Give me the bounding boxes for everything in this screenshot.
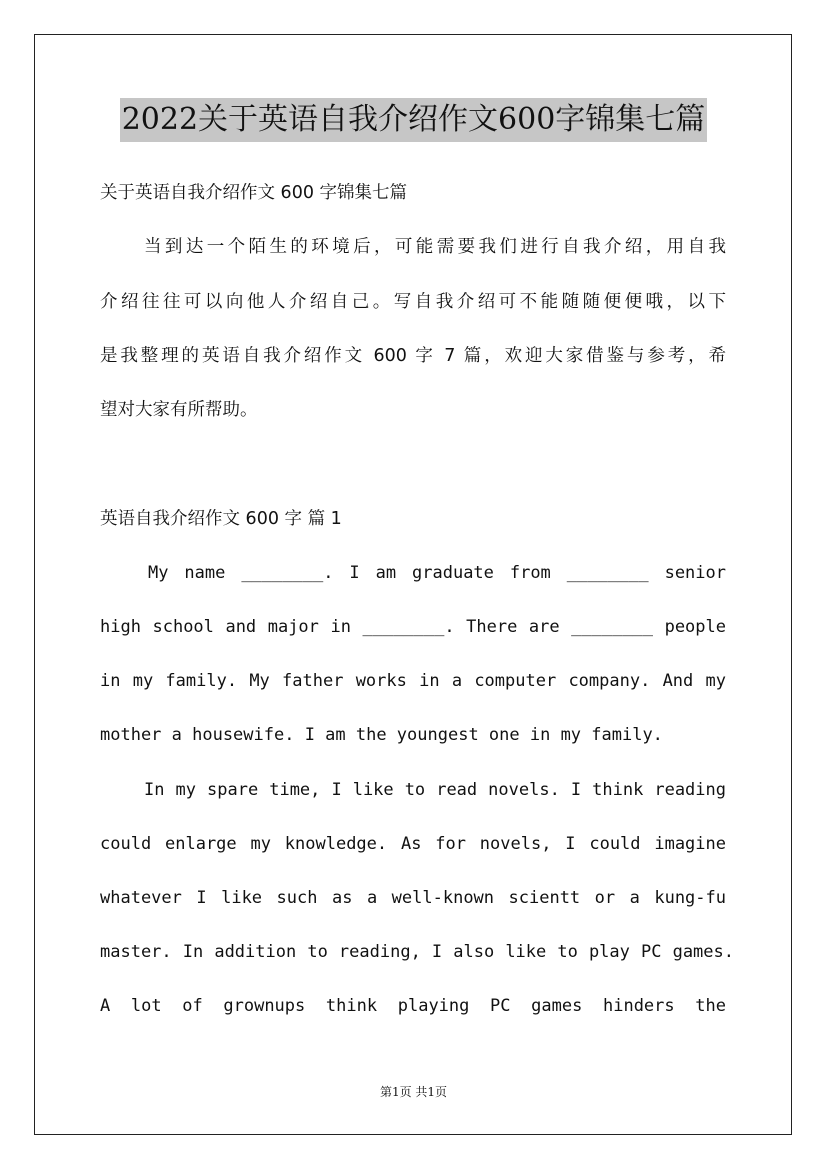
intro-line: 望对大家有所帮助。 xyxy=(100,400,258,420)
essay-line: A lot of grownups think playing PC games hinders the xyxy=(100,996,726,1016)
section-heading: 英语自我介绍作文 600 字 篇 1 xyxy=(100,509,342,529)
essay-line: mother a housewife. I am the youngest one in my family. xyxy=(100,725,663,745)
document-title: 2022关于英语自我介绍作文600字锦集七篇 xyxy=(120,98,708,142)
essay-line: In my spare time, I like to read novels. I think reading xyxy=(144,780,726,800)
essay-line: could enlarge my knowledge. As for novels, I could imagine xyxy=(100,834,726,854)
subtitle: 关于英语自我介绍作文 600 字锦集七篇 xyxy=(100,183,408,203)
page-number: 第1页 共1页 xyxy=(379,1085,448,1099)
intro-line: 介绍往往可以向他人介绍自己。写自我介绍可不能随随便便哦，以下 xyxy=(100,292,726,312)
essay-line: high school and major in ________. There are ________ people xyxy=(100,617,726,637)
essay-line: in my family. My father works in a computer company. And my xyxy=(100,671,726,691)
intro-line: 当到达一个陌生的环境后，可能需要我们进行自我介绍，用自我 xyxy=(144,237,726,257)
essay-line: master. In addition to reading, I also like to play PC games. xyxy=(100,942,734,962)
essay-line: whatever I like such as a well-known scientt or a kung-fu xyxy=(100,888,726,908)
title-container xyxy=(0,98,827,142)
essay-line: My name ________. I am graduate from ________ senior xyxy=(148,563,726,583)
intro-line: 是我整理的英语自我介绍作文 600 字 7 篇，欢迎大家借鉴与参考，希 xyxy=(100,346,726,366)
